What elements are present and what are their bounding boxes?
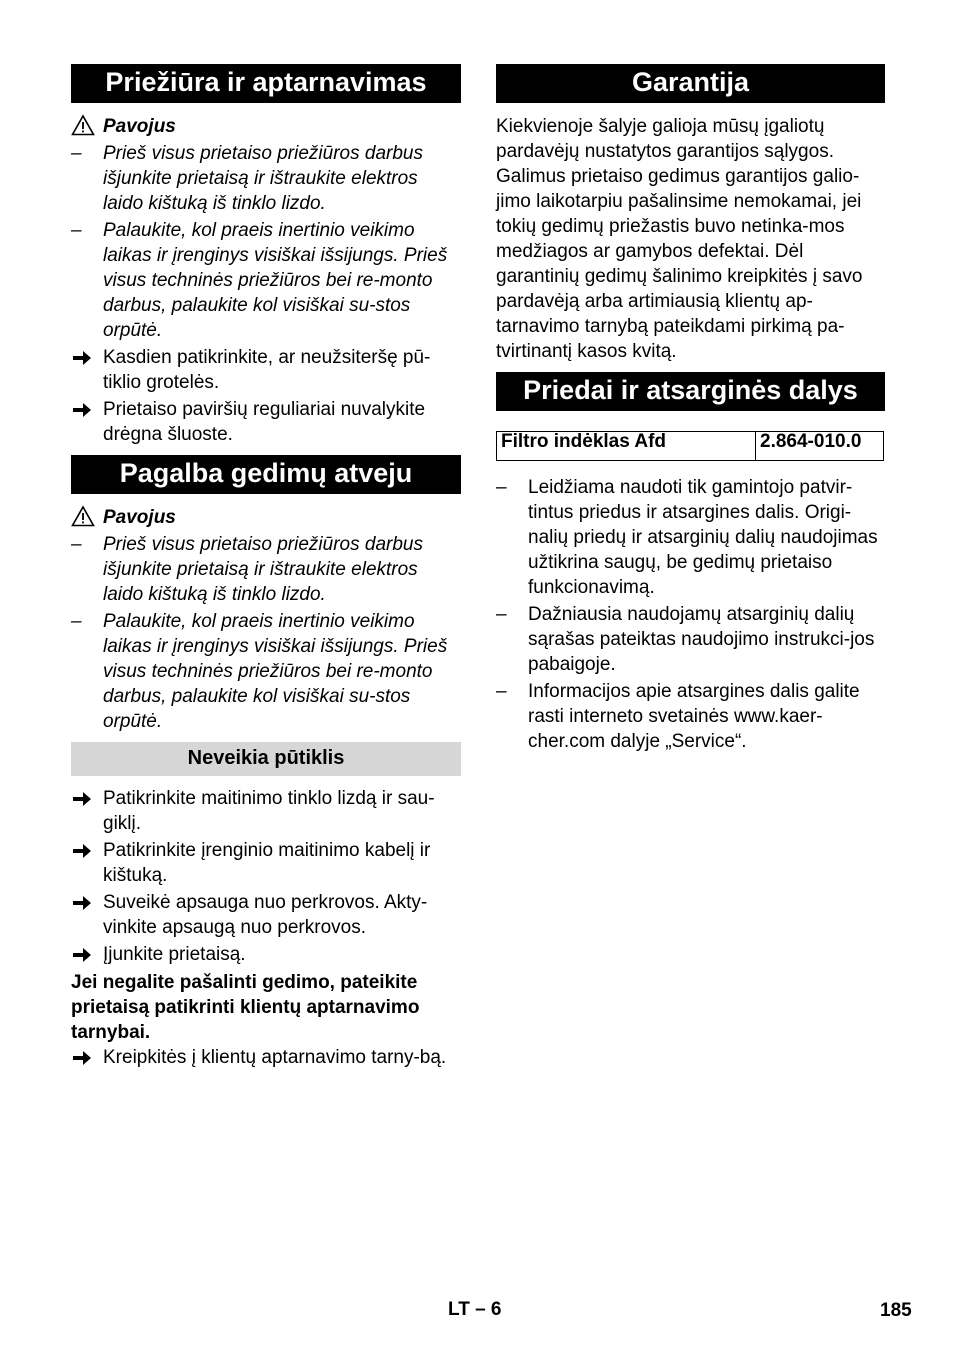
list-item: Kreipkitės į klientų aptarnavimo tarny-bą.	[71, 1045, 461, 1070]
dash-marker: –	[71, 143, 82, 164]
list-item: – Prieš visus prietaiso priežiūros darbus išjunkite prietaisą ir ištraukite elektros laido kištuką iš tinklo lizdo.	[71, 534, 423, 605]
subheading-blower-not-working: Neveikia pūtiklis	[71, 742, 461, 776]
list-item: – Informacijos apie atsargines dalis galite rasti interneto svetainės www.kaer-cher.com dalyje „Service“.	[496, 681, 860, 752]
list-item: – Palaukite, kol praeis inertinio veikimo laikas ir įrenginys visiškai išsijungs. Prieš visus techninės priežiūros bei re-monto darbus, palaukite kol visiškai su-stos orpūtė.	[71, 220, 448, 341]
list-item: – Palaukite, kol praeis inertinio veikimo laikas ir įrenginys visiškai išsijungs. Prieš visus techninės priežiūros bei re-monto darbus, palaukite kol visiškai su-stos orpūtė.	[71, 611, 448, 732]
arrow-right-icon	[72, 791, 92, 807]
maintenance-warning	[71, 114, 461, 139]
part-name-cell: Filtro indėklas Afd	[497, 432, 756, 461]
dash-marker: –	[71, 220, 82, 241]
arrow-right-icon	[72, 947, 92, 963]
arrow-right-icon	[72, 895, 92, 911]
part-number-cell: 2.864-010.0	[756, 432, 884, 461]
list-item: – Leidžiama naudoti tik gamintojo patvir-tintus priedus ir atsargines dalis. Origi-nalių priedų ir atsarginių dalių naudojimas užtikrina saugų, be gedimų prietaiso funkcionavimą.	[496, 477, 878, 598]
list-item: Įjunkite prietaisą.	[71, 942, 461, 967]
arrow-right-icon	[72, 1050, 92, 1066]
warning-label: Pavojus	[103, 507, 176, 528]
footer-section-label: LT – 6	[448, 1299, 502, 1320]
list-item: – Dažniausia naudojamų atsarginių dalių sąrašas pateiktas naudojimo instrukci-jos pabaigoje.	[496, 604, 875, 675]
warranty-heading: Garantija	[496, 64, 885, 103]
troubleshooting-heading: Pagalba gedimų atveju	[71, 455, 461, 494]
arrow-right-icon	[72, 402, 92, 418]
spare-parts-table	[496, 431, 884, 461]
warning-label: Pavojus	[103, 116, 176, 137]
arrow-right-icon	[72, 350, 92, 366]
list-item: Patikrinkite įrenginio maitinimo kabelį ir kištuką.	[71, 838, 461, 888]
troubleshooting-warning	[71, 505, 461, 530]
warning-triangle-icon	[71, 114, 95, 136]
page-number: 185	[880, 1300, 912, 1321]
arrow-right-icon	[72, 843, 92, 859]
maintenance-heading: Priežiūra ir aptarnavimas	[71, 64, 461, 103]
dash-marker: –	[71, 534, 82, 555]
warranty-text: Kiekvienoje šalyje galioja mūsų įgaliotų pardavėjų nustatytos garantijos sąlygos. Galimus prietaiso gedimus garantijos galio-jimo laikotarpiu pašalinsime nemokamai, jei tokių gedimų priežastis buvo netinka-mos medžiagos ar gamybos defektai. Dėl garantinių gedimų šalinimo kreipkitės į savo pardavėją arba artimiausią klientų ap-tarnavimo tarnybą pateikdami pirkimą pa-tvirtinantį kasos kvitą.	[496, 116, 863, 362]
list-item: Suveikė apsauga nuo perkrovos. Akty-vinkite apsaugą nuo perkrovos.	[71, 890, 461, 940]
dash-marker: –	[71, 611, 82, 632]
left-column	[71, 64, 461, 1072]
dash-marker: –	[496, 477, 507, 498]
list-item: Patikrinkite maitinimo tinklo lizdą ir sau-giklį.	[71, 786, 461, 836]
list-item: – Prieš visus prietaiso priežiūros darbus išjunkite prietaisą ir ištraukite elektros laido kištuką iš tinklo lizdo.	[71, 143, 423, 214]
warning-triangle-icon	[71, 505, 95, 527]
dash-marker: –	[496, 604, 507, 625]
dash-marker: –	[496, 681, 507, 702]
list-item: Kasdien patikrinkite, ar neužsiteršę pū-tiklio grotelės.	[71, 345, 461, 395]
service-note: Jei negalite pašalinti gedimo, pateikite prietaisą patikrinti klientų aptarnavimo tarnybai.	[71, 972, 420, 1043]
right-column	[496, 64, 885, 756]
list-item: Prietaiso paviršių reguliariai nuvalykite drėgna šluoste.	[71, 397, 461, 447]
table-row	[497, 432, 884, 461]
accessories-heading: Priedai ir atsarginės dalys	[496, 372, 885, 411]
